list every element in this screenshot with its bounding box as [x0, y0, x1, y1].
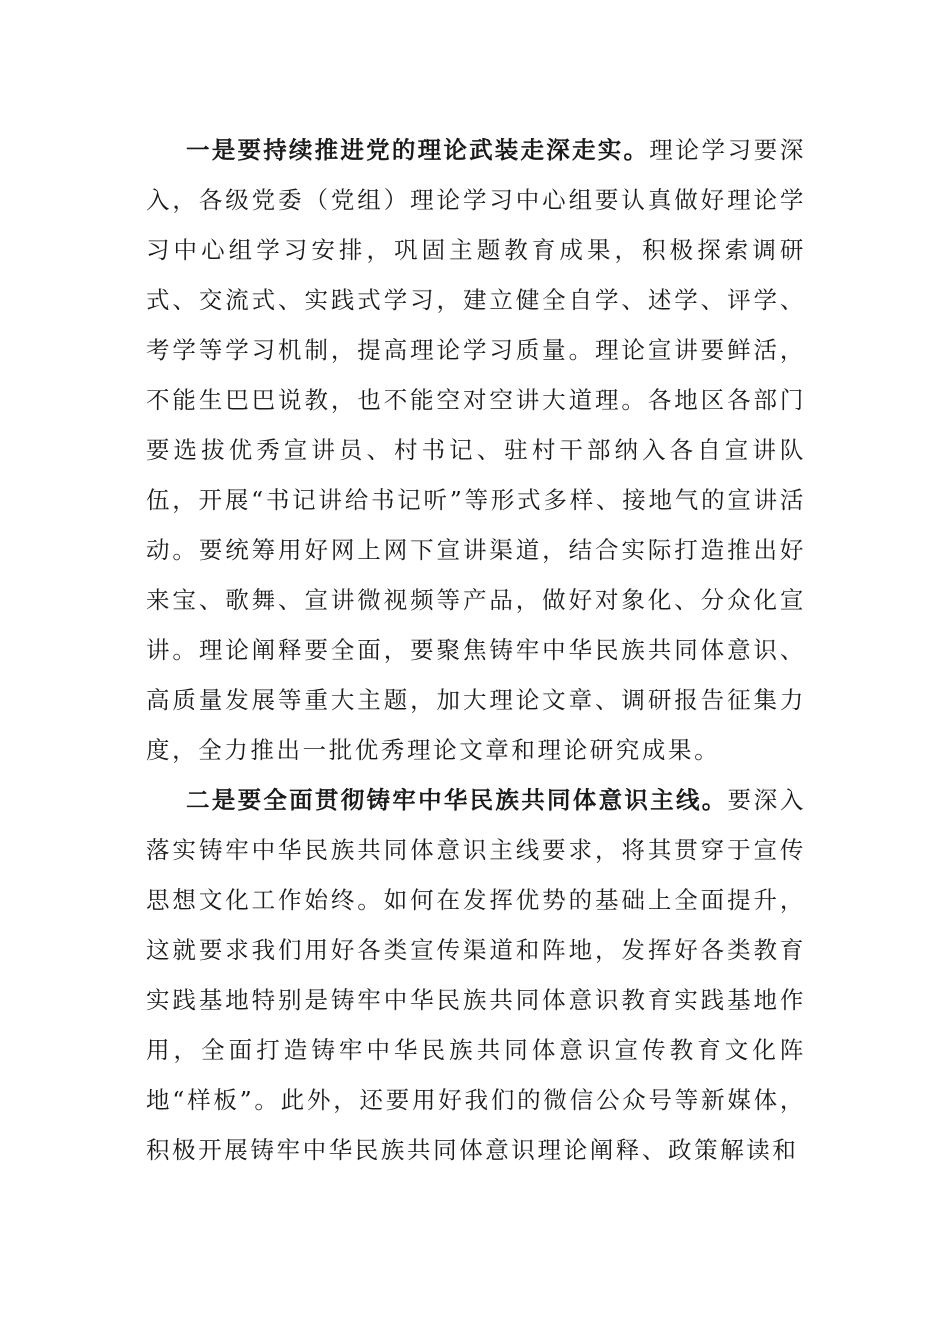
paragraph-1-body: 理论学习要深入，各级党委（党组）理论学习中心组要认真做好理论学习中心组学习安排，巩固主题教育成果，积极探索调研式、交流式、实践式学习，建立健全自学、述学、评学、考学等学习机制，提高理论学习质量。理论宣讲要鲜活，不能生巴巴说教，也不能空对空讲大道理。各地区各部门要选拔优秀宣讲员、村书记、驻村干部纳入各自宣讲队伍，开展“书记讲给书记听”等形式多样、接地气的宣讲活动。要统筹用好网上网下宣讲渠道，结合实际打造推出好来宝、歌舞、宣讲微视频等产品，做好对象化、分众化宣讲。理论阐释要全面，要聚焦铸牢中华民族共同体意识、高质量发展等重大主题，加大理论文章、调研报告征集力度，全力推出一批优秀理论文章和理论研究成果。 [146, 136, 806, 764]
paragraph-2 [146, 775, 806, 1175]
paragraph-1-lead-heading: 一是要持续推进党的理论武装走深走实。 [186, 136, 650, 164]
paragraph-2-body: 要深入落实铸牢中华民族共同体意识主线要求，将其贯穿于宣传思想文化工作始终。如何在发挥优势的基础上全面提升，这就要求我们用好各类宣传渠道和阵地，发挥好各类教育实践基地特别是铸牢中华民族共同体意识教育实践基地作用，全面打造铸牢中华民族共同体意识宣传教育文化阵地“样板”。此外，还要用好我们的微信公众号等新媒体，积极开展铸牢中华民族共同体意识理论阐释、政策解读和 [146, 786, 806, 1164]
paragraph-1 [146, 125, 806, 775]
paragraph-2-lead-heading: 二是要全面贯彻铸牢中华民族共同体意识主线。 [186, 786, 728, 814]
